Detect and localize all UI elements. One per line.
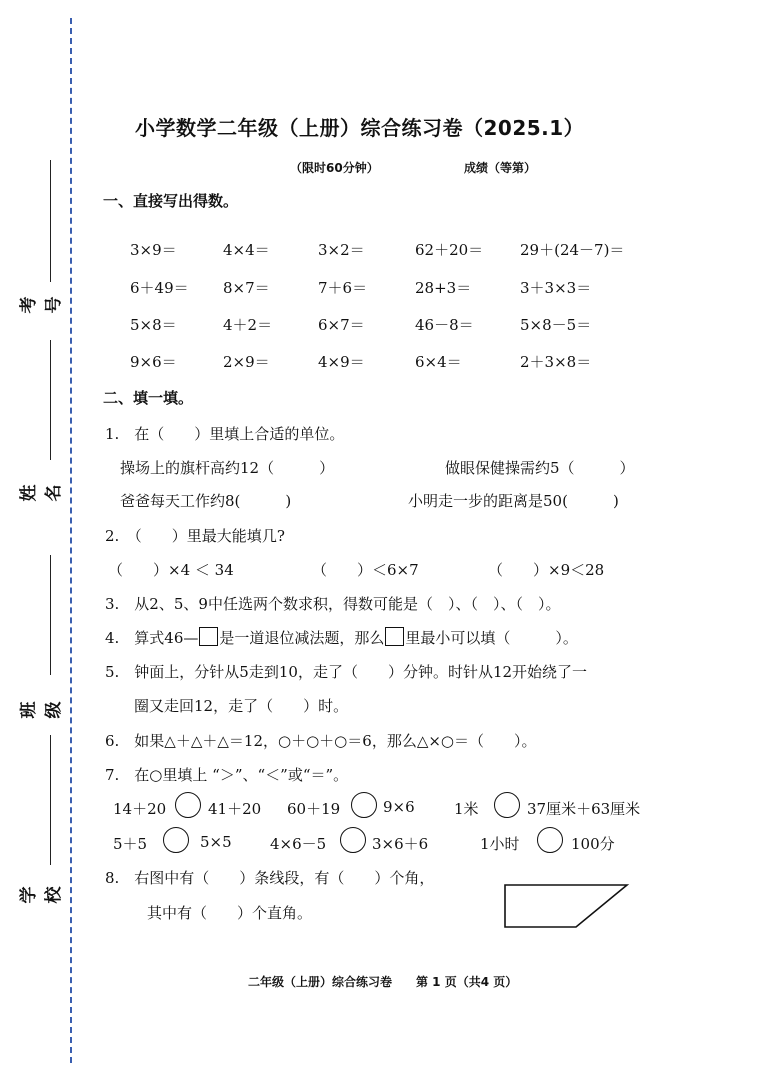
q4-text-part3: 里最小可以填（ ）。 bbox=[405, 629, 578, 647]
question-8-line2: 其中有（ ）个直角。 bbox=[147, 904, 313, 922]
question-2: 2. （ ）里最大能填几? bbox=[105, 527, 285, 545]
compare-right: 5×5 bbox=[200, 833, 232, 851]
binding-dashed-line bbox=[70, 18, 72, 1063]
arith-item: 28+3＝ bbox=[415, 279, 472, 297]
compare-left: 4×6－5 bbox=[270, 835, 327, 853]
arith-item: 7＋6＝ bbox=[318, 279, 368, 297]
school-label: 学校 bbox=[19, 886, 64, 904]
arith-item: 3＋3×3＝ bbox=[520, 279, 592, 297]
question-8: 8. 右图中有（ ）条线段，有（ ）个角， bbox=[105, 869, 435, 887]
compare-right: 3×6＋6 bbox=[372, 835, 429, 853]
q4-text-part2: 是一道退位减法题，那么 bbox=[219, 629, 385, 647]
q4-text-part1: 4. 算式46— bbox=[105, 629, 199, 647]
arith-item: 5×8－5＝ bbox=[520, 316, 592, 334]
arith-item: 2＋3×8＝ bbox=[520, 353, 592, 371]
page-footer: 二年级（上册）综合练习卷 第 1 页（共4 页） bbox=[248, 975, 518, 989]
compare-circle[interactable] bbox=[537, 827, 563, 853]
question-5: 5. 钟面上，分针从5走到10，走了（ ）分钟。时针从12开始绕了一 bbox=[105, 663, 588, 681]
section2-heading: 二、填一填。 bbox=[103, 389, 194, 407]
arith-item: 46－8＝ bbox=[415, 316, 474, 334]
arith-item: 6＋49＝ bbox=[130, 279, 189, 297]
grade-label: 成绩（等第） bbox=[464, 161, 537, 175]
compare-left: 60＋19 bbox=[287, 800, 341, 818]
arith-item: 2×9＝ bbox=[223, 353, 270, 371]
compare-left: 1米 bbox=[454, 800, 479, 818]
compare-circle[interactable] bbox=[163, 827, 189, 853]
arith-item: 6×7＝ bbox=[318, 316, 365, 334]
compare-circle[interactable] bbox=[351, 792, 377, 818]
compare-right: 41＋20 bbox=[208, 800, 262, 818]
arith-item: 3×9＝ bbox=[130, 241, 177, 259]
question-3: 3. 从2、5、9中任选两个数求积，得数可能是（ ）、（ ）、（ ）。 bbox=[105, 595, 561, 613]
compare-left: 14＋20 bbox=[113, 800, 167, 818]
arith-item: 9×6＝ bbox=[130, 353, 177, 371]
name-label: 姓名 bbox=[19, 484, 64, 502]
q1-item-step-distance: 小明走一步的距离是50( ) bbox=[408, 492, 619, 510]
arith-item: 3×2＝ bbox=[318, 241, 365, 259]
section1-heading: 一、直接写出得数。 bbox=[103, 192, 239, 210]
q2-item: （ ）×4 ＜ 34 bbox=[108, 561, 234, 579]
trapezoid-shape bbox=[505, 885, 627, 927]
school-blank[interactable] bbox=[50, 735, 51, 865]
compare-circle[interactable] bbox=[340, 827, 366, 853]
time-limit: （限时60分钟） bbox=[290, 161, 379, 175]
arith-item: 62＋20＝ bbox=[415, 241, 484, 259]
exam-number-label: 考号 bbox=[19, 296, 64, 314]
arith-item: 4×4＝ bbox=[223, 241, 270, 259]
arith-item: 6×4＝ bbox=[415, 353, 462, 371]
arith-item: 29＋(24－7)＝ bbox=[520, 241, 625, 259]
page-title: 小学数学二年级（上册）综合练习卷（2025.1） bbox=[135, 116, 585, 140]
question-7: 7. 在○里填上 “＞”、“＜”或“＝”。 bbox=[105, 766, 349, 784]
q1-item-flagpole: 操场上的旗杆高约12（ ） bbox=[120, 459, 335, 477]
compare-right: 9×6 bbox=[383, 798, 415, 816]
class-blank[interactable] bbox=[50, 555, 51, 675]
compare-right: 37厘米＋63厘米 bbox=[527, 800, 641, 818]
question-1: 1. 在（ ）里填上合适的单位。 bbox=[105, 425, 345, 443]
compare-left: 5＋5 bbox=[113, 835, 148, 853]
q2-item: （ ）＜6×7 bbox=[312, 561, 419, 579]
answer-box[interactable] bbox=[385, 627, 404, 646]
arith-item: 4＋2＝ bbox=[223, 316, 273, 334]
compare-circle[interactable] bbox=[175, 792, 201, 818]
trapezoid-figure bbox=[500, 880, 634, 932]
compare-left: 1小时 bbox=[480, 835, 520, 853]
question-4 bbox=[105, 627, 578, 648]
question-5-line2: 圈又走回12，走了（ ）时。 bbox=[134, 697, 349, 715]
compare-circle[interactable] bbox=[494, 792, 520, 818]
arith-item: 4×9＝ bbox=[318, 353, 365, 371]
q1-item-eye-exercise: 做眼保健操需约5（ ） bbox=[445, 459, 635, 477]
answer-box[interactable] bbox=[199, 627, 218, 646]
question-6: 6. 如果△＋△＋△＝12，○＋○＋○＝6，那么△×○＝（ ）。 bbox=[105, 732, 537, 750]
arith-item: 5×8＝ bbox=[130, 316, 177, 334]
arith-item: 8×7＝ bbox=[223, 279, 270, 297]
class-label: 班级 bbox=[19, 701, 64, 719]
exam-number-blank[interactable] bbox=[50, 160, 51, 282]
name-blank[interactable] bbox=[50, 340, 51, 460]
q1-item-work-hours: 爸爸每天工作约8( ) bbox=[120, 492, 292, 510]
compare-right: 100分 bbox=[571, 835, 615, 853]
q2-item: （ ）×9＜28 bbox=[488, 561, 605, 579]
